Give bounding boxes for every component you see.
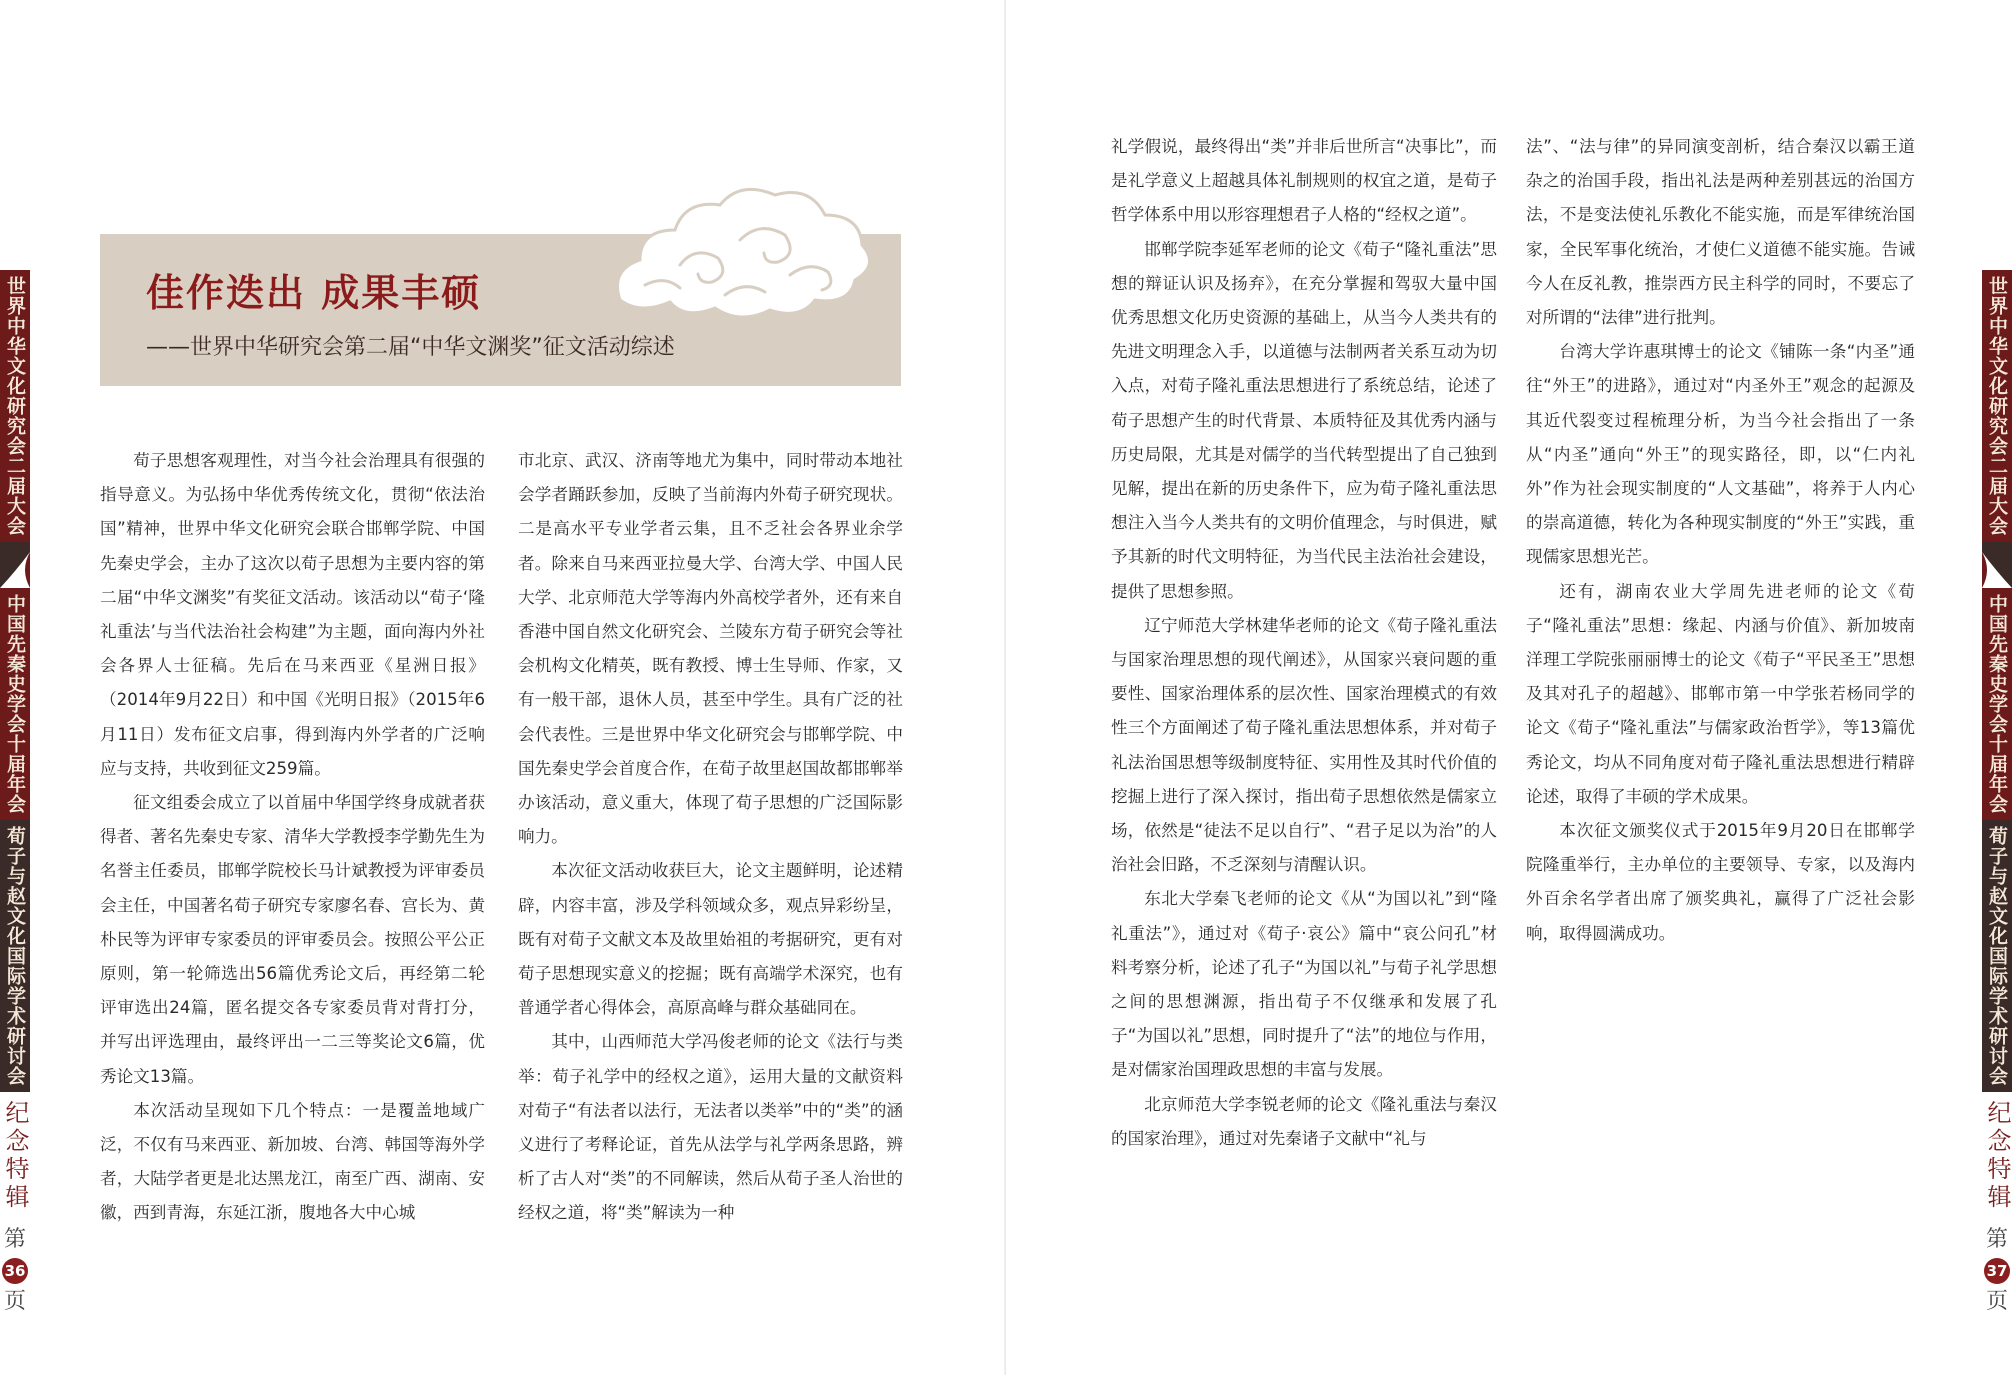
page-title: 佳作迭出 成果丰硕 [146,270,482,315]
ribbon-conf1-text: 中国先秦史学会十届年会 [4,594,26,814]
ribbon-conf1-segment [0,588,30,820]
ribbon-wing-icon [1982,542,2012,588]
paragraph: 还有，湖南农业大学周先进老师的论文《荀子“隆礼重法”思想：缘起、内涵与价值》、新加坡南洋理工学院张丽丽博士的论文《荀子“平民圣王”思想及其对孔子的超越》、邯郸市第一中学张若杨同学的论文《荀子“隆礼重法”与儒家政治哲学》，等13篇优秀论文，均从不同角度对荀子隆礼重法思想进行精辟论述，取得了丰硕的学术成果。 [1526,581,1915,806]
paragraph: 北京师范大学李锐老师的论文《隆礼重法与秦汉的国家治理》，通过对先秦诸子文献中“礼与 [1111,1094,1497,1148]
right-side-ribbon [1982,270,2012,1320]
paragraph: 辽宁师范大学林建华老师的论文《荀子隆礼重法与国家治理思想的现代阐述》，从国家兴衰问题的重要性、国家治理体系的层次性、国家治理模式的有效性三个方面阐述了荀子隆礼重法思想体系，并对荀子礼法治国思想等级制度特征、实用性及其时代价值的挖掘上进行了深入探讨，指出荀子思想依然是儒家立场，依然是“徒法不足以自行”、“君子足以为治”的人治社会旧路，不乏深刻与清醒认识。 [1111,615,1497,875]
paragraph-continued: 市北京、武汉、济南等地尤为集中，同时带动本地社会学者踊跃参加，反映了当前海内外荀子研究现状。二是高水平专业学者云集，且不乏社会各界业余学者。除来自马来西亚拉曼大学、台湾大学、中国人民大学、北京师范大学等海内外高校学者外，还有来自香港中国自然文化研究会、兰陵东方荀子研究会等社会机构文化精英，既有教授、博士生导师、作家，又有一般干部，退休人员，甚至中学生。具有广泛的社会代表性。三是世界中华文化研究会与邯郸学院、中国先秦史学会首度合作，在荀子故里赵国故都邯郸举办该活动，意义重大，体现了荀子思想的广泛国际影响力。 [518,451,903,847]
ribbon-conf2-text: 荀子与赵文化国际学术研讨会 [1986,826,2008,1086]
paragraph-continued: 礼学假说，最终得出“类”并非后世所言“决事比”，而是礼学意义上超越具体礼制规则的权宜之道，是荀子哲学体系中用以形容理想君子人格的“经权之道”。 [1111,137,1497,225]
paragraph: 台湾大学许惠琪博士的论文《铺陈一条“内圣”通往“外王”的进路》，通过对“内圣外王”观念的起源及其近代裂变过程梳理分析，为当今社会指出了一条从“内圣”通向“外王”的现实路径，即，以“仁内礼外”作为社会现实制度的“人文基础”，将养于人内心的崇高道德，转化为各种现实制度的“外王”实践，重现儒家思想光芒。 [1526,342,1915,567]
page-prefix: 第 [3,1227,26,1252]
text-column-1 [100,444,485,1231]
text-column-3 [1111,130,1497,1156]
ribbon-org-segment [1982,270,2012,542]
ribbon-conf2-segment [0,820,30,1092]
paragraph-continued: 法”、“法与律”的异同演变剖析，结合秦汉以霸王道杂之的治国手段，指出礼法是两种差别甚远的治国方法，不是变法使礼乐教化不能实施，而是军律统治国家，全民军事化统治，才使仁义道德不能实施。告诫今人在反礼教，推崇西方民主科学的同时，不要忘了对所谓的“法律”进行批判。 [1526,137,1915,328]
ribbon-special-text: 纪念特辑 [1983,1100,2011,1212]
ribbon-org-text: 世界中华文化研究会二届大会 [4,276,26,536]
paragraph: 征文组委会成立了以首届中华国学终身成就者获得者、著名先秦史专家、清华大学教授李学勤先生为名誉主任委员，邯郸学院校长马计斌教授为评审委员会主任，中国著名荀子研究专家廖名春、宫长为、黄朴民等为评审专家委员的评审委员会。按照公平公正原则，第一轮筛选出56篇优秀论文后，再经第二轮评审选出24篇，匿名提交各专家委员背对背打分，并写出评选理由，最终评出一二三等奖论文6篇，优秀论文13篇。 [100,793,485,1086]
text-column-4 [1526,130,1915,951]
paragraph: 邯郸学院李延军老师的论文《荀子“隆礼重法”思想的辩证认识及扬弃》，在充分掌握和驾驭大量中国优秀思想文化历史资源的基础上，从当今人类共有的先进文明理念入手，以道德与法制两者关系互动为切入点，对荀子隆礼重法思想进行了系统总结，论述了荀子思想产生的时代背景、本质特征及其优秀内涵与历史局限，尤其是对儒学的当代转型提出了自己独到见解，提出在新的历史条件下，应为荀子隆礼重法思想注入当今人类共有的文明价值理念，与时俱进，赋予其新的时代文明特征，为当代民主法治社会建设，提供了思想参照。 [1111,239,1497,601]
right-page [1006,0,2012,1375]
ribbon-conf2-segment [1982,820,2012,1092]
paragraph: 本次征文颁奖仪式于2015年9月20日在邯郸学院隆重举行，主办单位的主要领导、专家，以及海内外百余名学者出席了颁奖典礼，赢得了广泛社会影响，取得圆满成功。 [1526,821,1915,943]
page-subtitle: ——世界中华研究会第二届“中华文渊奖”征文活动综述 [146,335,675,360]
right-page-number [1982,1220,2012,1320]
page-prefix: 第 [1985,1227,2008,1252]
ribbon-org-segment [0,270,30,542]
page-number-badge: 36 [2,1258,28,1284]
paragraph: 荀子思想客观理性，对当今社会治理具有很强的指导意义。为弘扬中华优秀传统文化，贯彻“依法治国”精神，世界中华文化研究会联合邯郸学院、中国先秦史学会，主办了这次以荀子思想为主要内容的第二届“中华文渊奖”有奖征文活动。该活动以“荀子‘隆礼重法’与当代法治社会构建”为主题，面向海内外社会各界人士征稿。先后在马来西亚《星洲日报》（2014年9月22日）和中国《光明日报》（2015年6月11日）发布征文启事，得到海内外学者的广泛响应与支持，共收到征文259篇。 [100,451,485,778]
page-suffix: 页 [1985,1289,2008,1314]
left-side-ribbon [0,270,30,1320]
ribbon-org-text: 世界中华文化研究会二届大会 [1986,276,2008,536]
ribbon-wing-icon [0,542,30,588]
paragraph: 本次征文活动收获巨大，论文主题鲜明，论述精辟，内容丰富，涉及学科领域众多，观点异彩纷呈，既有对荀子文献文本及故里始祖的考据研究，更有对荀子思想现实意义的挖掘；既有高端学术深究，也有普通学者心得体会，高原高峰与群众基础同在。 [518,861,903,1018]
ribbon-special-text: 纪念特辑 [1,1100,29,1212]
ribbon-conf1-text: 中国先秦史学会十届年会 [1986,594,2008,814]
page-suffix: 页 [3,1289,26,1314]
paragraph: 其中，山西师范大学冯俊老师的论文《法行与类举：荀子礼学中的经权之道》，运用大量的文献资料对荀子“有法者以法行，无法者以类举”中的“类”的涵义进行了考释论证，首先从法学与礼学两条思路，辨析了古人对“类”的不同解读，然后从荀子圣人治世的经权之道，将“类”解读为一种 [518,1032,903,1223]
ribbon-conf1-segment [1982,588,2012,820]
text-column-2 [518,444,903,1231]
paragraph: 东北大学秦飞老师的论文《从“为国以礼”到“隆礼重法”》，通过对《荀子·哀公》篇中“哀公问孔”材料考察分析，论述了孔子“为国以礼”与荀子礼学思想之间的思想渊源，指出荀子不仅继承和发展了孔子“为国以礼”思想，同时提升了“法”的地位与作用，是对儒家治国理政思想的丰富与发展。 [1111,889,1497,1080]
page-number-badge: 37 [1984,1258,2010,1284]
ribbon-special-segment [1982,1092,2012,1220]
paragraph: 本次活动呈现如下几个特点：一是覆盖地域广泛，不仅有马来西亚、新加坡、台湾、韩国等海外学者，大陆学者更是北达黑龙江，南至广西、湖南、安徽，西到青海，东延江浙，腹地各大中心城 [100,1100,485,1223]
left-page-number [0,1220,30,1320]
ribbon-special-segment [0,1092,30,1220]
ribbon-conf2-text: 荀子与赵文化国际学术研讨会 [4,826,26,1086]
cloud-ornament-icon [600,180,880,330]
